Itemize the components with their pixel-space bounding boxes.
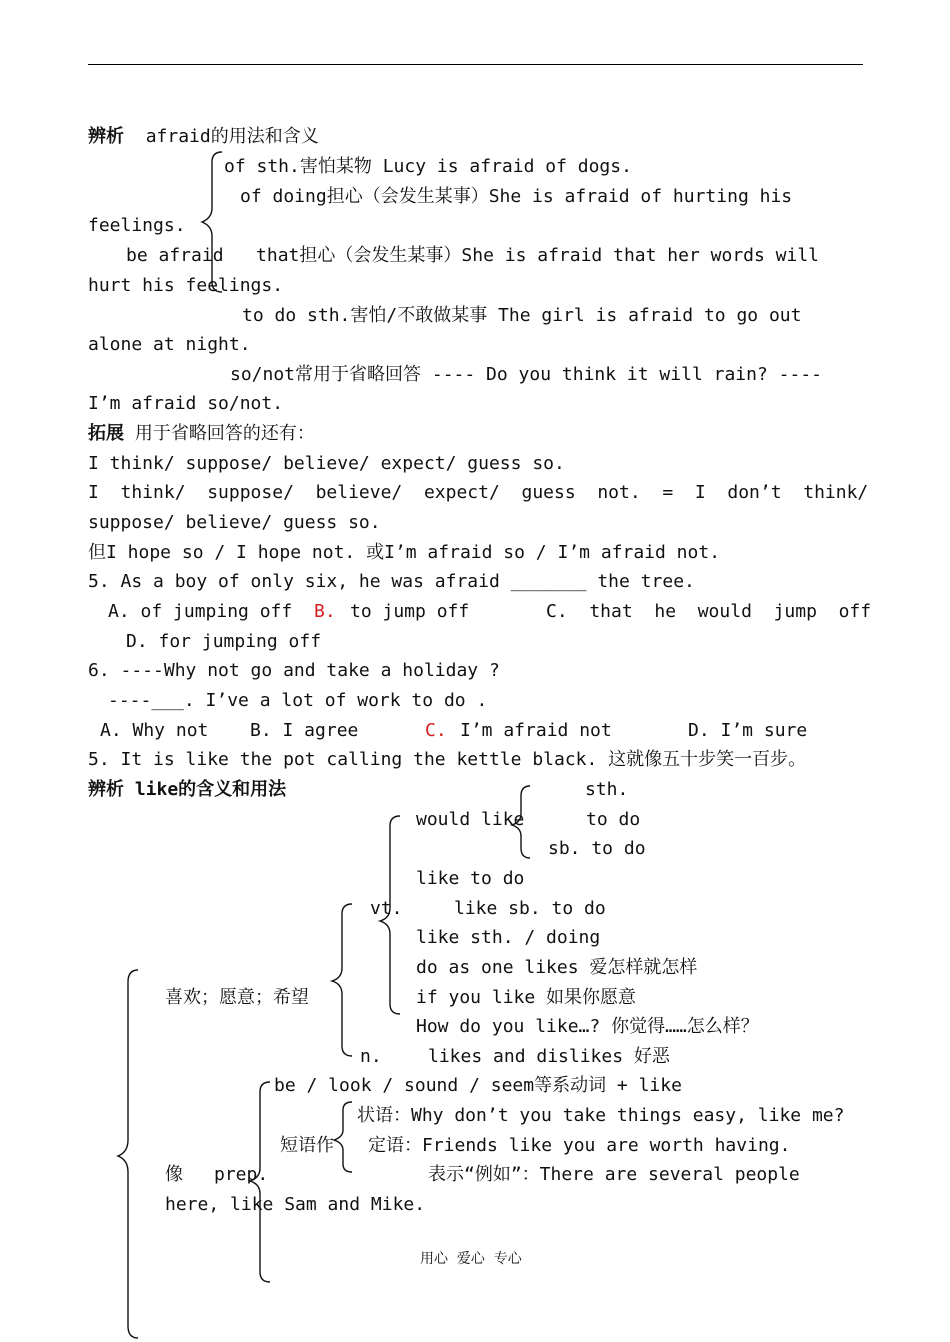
afraid-line-5: hurt his feelings. bbox=[88, 275, 284, 296]
like-like-sth-doing: like sth. / doing bbox=[416, 927, 601, 948]
q5-option-a: A. of jumping off bbox=[108, 601, 293, 622]
q6-option-c-answer: C. bbox=[425, 720, 447, 741]
header-rule bbox=[88, 64, 863, 65]
like-attributive: 定语：Friends like you are worth having. bbox=[368, 1135, 791, 1156]
q6-stem: 6. ----Why not go and take a holiday ? bbox=[88, 660, 500, 681]
extend-heading-bold: 拓展 bbox=[88, 423, 124, 444]
afraid-line-4: be afraid that担心（会发生某事）She is afraid that her words will bbox=[126, 245, 820, 266]
like-meaning-like: 喜欢；愿意；希望 bbox=[165, 987, 309, 1008]
q5-option-b-answer: B. bbox=[314, 601, 336, 622]
like-if-you-like: if you like 如果你愿意 bbox=[416, 987, 637, 1008]
extend-line-1: I think/ suppose/ believe/ expect/ guess so. bbox=[88, 453, 565, 474]
q6-option-a: A. Why not bbox=[100, 720, 209, 741]
afraid-line-9: I’m afraid so/not. bbox=[88, 393, 284, 414]
phrase-brace bbox=[334, 1102, 352, 1172]
extend-heading-rest: 用于省略回答的还有： bbox=[134, 423, 315, 444]
like-heading: 辨析 like的含义和用法 bbox=[88, 779, 287, 800]
afraid-line-7: alone at night. bbox=[88, 334, 251, 355]
afraid-brace bbox=[202, 152, 222, 292]
like-for-example: 表示“例如”：There are several people bbox=[428, 1164, 800, 1185]
q5-stem: 5. As a boy of only six, he was afraid _______ the tree. bbox=[88, 571, 695, 592]
like-likes-dislikes: likes and dislikes 好恶 bbox=[428, 1046, 670, 1067]
like-vt: vt. bbox=[370, 898, 403, 919]
like-sth: sth. bbox=[585, 779, 629, 800]
afraid-line-1: of sth.害怕某物 Lucy is afraid of dogs. bbox=[224, 156, 632, 177]
extend-line-2: I think/ suppose/ believe/ expect/ guess not. = I don’t think/ bbox=[88, 482, 869, 503]
like-verb-brace bbox=[332, 904, 352, 1056]
afraid-line-6: to do sth.害怕/不敢做某事 The girl is afraid to go out bbox=[242, 305, 802, 326]
like-would-like: would like bbox=[416, 809, 525, 830]
like-phrase-as: 短语作 bbox=[280, 1135, 334, 1156]
like-prep: prep. bbox=[214, 1164, 269, 1185]
afraid-heading-rest: afraid的用法和含义 bbox=[145, 126, 319, 147]
q6-option-c-text: I’m afraid not bbox=[460, 720, 612, 741]
extend-line-3: suppose/ believe/ guess so. bbox=[88, 512, 381, 533]
like-meaning-prep: 像 bbox=[165, 1164, 183, 1185]
q5-option-c: C. that he would jump off bbox=[546, 601, 872, 622]
like-like-to-do: like to do bbox=[416, 868, 525, 889]
afraid-line-2: of doing担心（会发生某事）She is afraid of hurting his bbox=[240, 186, 793, 207]
like-adverbial: 状语：Why don’t you take things easy, like me? bbox=[357, 1105, 845, 1126]
like-as-one-likes: do as one likes 爱怎样就怎样 bbox=[416, 957, 698, 978]
like-n: n. bbox=[360, 1046, 382, 1067]
afraid-line-3: feelings. bbox=[88, 215, 186, 236]
like-how-do-you-like: How do you like…? 你觉得……怎么样？ bbox=[416, 1016, 759, 1037]
q5-option-d: D. for jumping off bbox=[126, 631, 322, 652]
like-linking-verbs: be / look / sound / seem等系动词 + like bbox=[274, 1075, 682, 1096]
like-here-like: here, like Sam and Mike. bbox=[165, 1194, 426, 1215]
like-to-do: to do bbox=[586, 809, 641, 830]
extend-heading bbox=[88, 423, 315, 445]
extend-line-4: 但I hope so / I hope not. 或I’m afraid so / I’m afraid not. bbox=[88, 542, 721, 563]
q6-reply: ----___. I’ve a lot of work to do . bbox=[108, 690, 488, 711]
idiom-line: 5. It is like the pot calling the kettle black. 这就像五十步笑一百步。 bbox=[88, 749, 807, 770]
like-main-brace bbox=[118, 970, 138, 1338]
q5-option-b-text: to jump off bbox=[350, 601, 470, 622]
afraid-line-8: so/not常用于省略回答 ---- Do you think it will rain? ---- bbox=[230, 364, 822, 385]
like-sb-to-do: sb. to do bbox=[548, 838, 646, 859]
afraid-heading-bold: 辨析 bbox=[88, 126, 124, 147]
like-like-sb-to-do: like sb. to do bbox=[454, 898, 606, 919]
q6-option-b: B. I agree bbox=[250, 720, 359, 741]
afraid-heading bbox=[88, 126, 319, 148]
page-footer: 用心 爱心 专心 bbox=[420, 1251, 522, 1267]
q6-option-d: D. I’m sure bbox=[688, 720, 808, 741]
